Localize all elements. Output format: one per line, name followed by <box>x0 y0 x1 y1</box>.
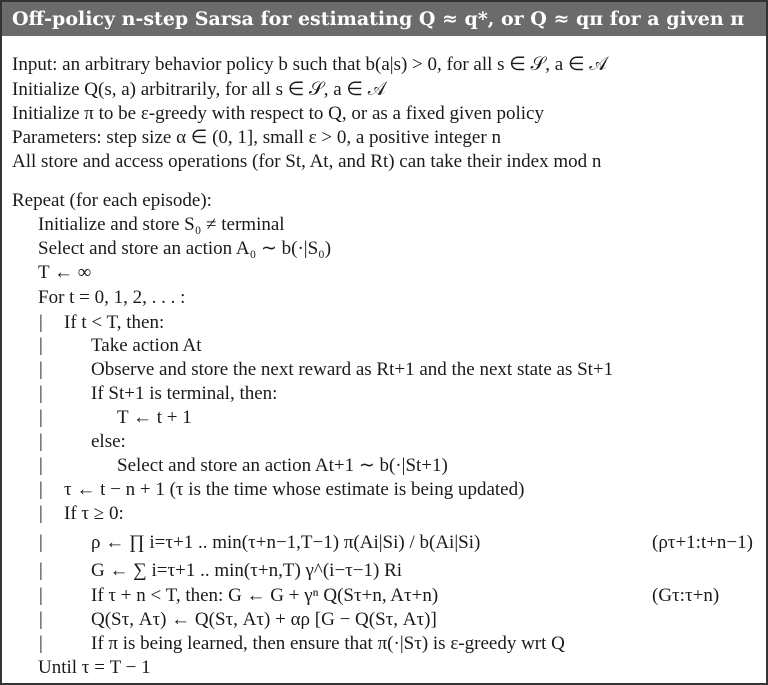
if-tau-line: If τ ≥ 0: <box>64 503 124 524</box>
if-pi-line: If π is being learned, then ensure that π(·|Sτ) is ε-greedy wrt Q <box>91 633 565 654</box>
init-s0-line: Initialize and store S₀ ≠ terminal <box>38 214 285 235</box>
init-pi-line: Initialize π to be ε-greedy with respect to Q, or as a fixed given policy <box>12 103 544 124</box>
loop-bar: | <box>39 609 43 630</box>
init-q-line: Initialize Q(s, a) arbitrarily, for all s ∈ 𝒮, a ∈ 𝒜 <box>12 79 386 100</box>
until-line: Until τ = T − 1 <box>38 657 151 678</box>
store-ops-line: All store and access operations (for St, At, and Rt) can take their index mod n <box>12 151 602 172</box>
rho-note: (ρτ+1:t+n−1) <box>652 532 753 553</box>
loop-bar: | <box>39 503 43 524</box>
if-tau-n-line: If τ + n < T, then: G ← G + γⁿ Q(Sτ+n, Aτ+n) <box>91 585 439 606</box>
loop-bar: | <box>39 383 43 404</box>
g-line: G ← ∑ i=τ+1 .. min(τ+n,T) γ^(i−τ−1) Ri <box>91 560 403 581</box>
observe-line: Observe and store the next reward as Rt+1 and the next state as St+1 <box>91 359 614 380</box>
repeat-line: Repeat (for each episode): <box>12 190 212 211</box>
else-line: else: <box>91 431 126 452</box>
loop-bar: | <box>39 312 43 333</box>
loop-bar: | <box>39 407 43 428</box>
for-t-line: For t = 0, 1, 2, . . . : <box>38 287 186 308</box>
parameters-line: Parameters: step size α ∈ (0, 1], small ε > 0, a positive integer n <box>12 127 501 148</box>
rho-line: ρ ← ∏ i=τ+1 .. min(τ+n−1,T−1) π(Ai|Si) / b(Ai|Si) <box>91 532 481 553</box>
g-note: (Gτ:τ+n) <box>652 585 720 606</box>
loop-bar: | <box>39 335 43 356</box>
algorithm-title: Off-policy n-step Sarsa for estimating Q ≈ q*, or Q ≈ qπ for a given π <box>2 2 766 36</box>
loop-bar: | <box>39 585 43 606</box>
loop-bar: | <box>39 359 43 380</box>
if-terminal-line: If St+1 is terminal, then: <box>91 383 278 404</box>
t-assign-line: T ← t + 1 <box>117 407 192 428</box>
input-line: Input: an arbitrary behavior policy b such that b(a|s) > 0, for all s ∈ 𝒮, a ∈ 𝒜 <box>12 54 608 75</box>
if-t-lt-T-line: If t < T, then: <box>64 312 165 333</box>
q-update-line: Q(Sτ, Aτ) ← Q(Sτ, Aτ) + αρ [G − Q(Sτ, Aτ)] <box>91 609 437 630</box>
loop-bar: | <box>39 431 43 452</box>
select-a0-line: Select and store an action A₀ ∼ b(·|S₀) <box>38 238 332 259</box>
tau-assign-line: τ ← t − n + 1 (τ is the time whose estimate is being updated) <box>64 479 525 500</box>
select-next-line: Select and store an action At+1 ∼ b(·|St+1) <box>117 455 448 476</box>
loop-bar: | <box>39 479 43 500</box>
t-infinity-line: T ← ∞ <box>38 262 92 283</box>
loop-bar: | <box>39 455 43 476</box>
take-action-line: Take action At <box>91 335 202 356</box>
loop-bar: | <box>39 560 43 581</box>
loop-bar: | <box>39 532 43 553</box>
loop-bar: | <box>39 633 43 654</box>
